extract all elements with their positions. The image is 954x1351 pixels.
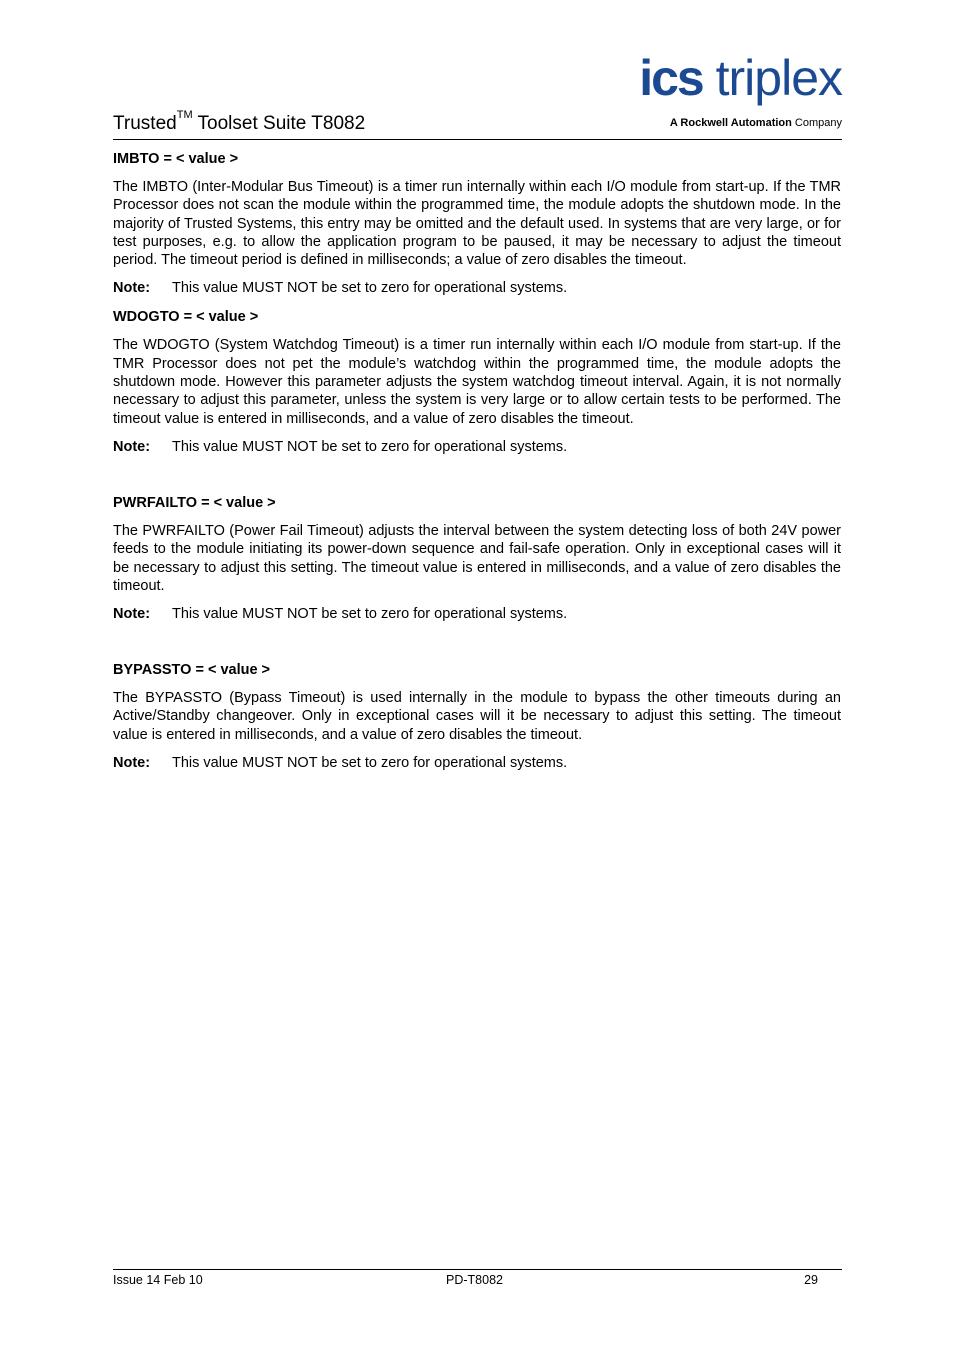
- tagline-company: Company: [791, 117, 842, 129]
- section-wdogto: [113, 308, 841, 455]
- note-text: This value MUST NOT be set to zero for operational systems.: [172, 438, 568, 455]
- section-body: The IMBTO (Inter-Modular Bus Timeout) is a timer run internally within each I/O module from start-up. If the TMR Processor does not scan the module within the programmed time, the module adopts the shutdown mode. In the majority of Trusted Systems, this entry may be omitted and the default used. In systems that are very large, or for test purposes, e.g. to allow the application program to be paused, it may be necessary to adjust the timeout period. The timeout period is defined in milliseconds; a value of zero disables the timeout.: [113, 179, 841, 269]
- section-body: The PWRFAILTO (Power Fail Timeout) adjusts the interval between the system detecting loss of both 24V power feeds to the module initiating its power-down sequence and fail-safe operation. Only in exceptional cases will it be necessary to adjust this setting. The timeout value is entered in milliseconds, and a value of zero disables the timeout.: [113, 522, 841, 594]
- section-heading: IMBTO = < value >: [113, 151, 239, 167]
- tagline-a: A: [669, 117, 681, 129]
- title-suffix: Toolset Suite T8082: [192, 113, 366, 134]
- note-label: Note:: [113, 280, 151, 297]
- trademark-sup: TM: [176, 109, 193, 121]
- section-heading: BYPASSTO = < value >: [113, 662, 271, 679]
- footer-doc-id: PD-T8082: [446, 1273, 503, 1287]
- section-body: The BYPASSTO (Bypass Timeout) is used internally in the module to bypass the other timeouts during an Active/Standby changeover. Only in exceptional cases will it be necessary to adjust this setting. The timeout value is entered in milliseconds, and a value of zero disables the timeout.: [113, 690, 841, 743]
- company-logo: [610, 50, 842, 131]
- logo-ics: ics: [639, 50, 703, 106]
- tagline-brand: Rockwell Automation: [680, 117, 792, 129]
- logo-tagline: [670, 117, 842, 130]
- section-bypassto: [113, 661, 841, 772]
- note: [113, 754, 841, 772]
- note: [113, 438, 841, 456]
- logo-wordmark: [639, 49, 842, 107]
- page-header: [113, 50, 842, 140]
- footer-page-number: 29: [804, 1273, 818, 1287]
- note-label: Note:: [113, 755, 151, 772]
- note-text: This value MUST NOT be set to zero for operational systems.: [172, 755, 568, 772]
- logo-triplex: triplex: [715, 50, 842, 106]
- note-label: Note:: [113, 606, 151, 623]
- note-text: This value MUST NOT be set to zero for operational systems.: [172, 280, 568, 297]
- note: [113, 605, 841, 623]
- note-label: Note:: [113, 438, 151, 455]
- title-prefix: Trusted: [113, 113, 177, 134]
- section-imbto: [113, 150, 841, 297]
- footer-issue: Issue 14 Feb 10: [113, 1273, 203, 1287]
- note: [113, 279, 841, 297]
- section-pwrfailto: [113, 494, 841, 623]
- document-title: [113, 109, 366, 135]
- section-body: The WDOGTO (System Watchdog Timeout) is a timer run internally within each I/O module from start-up. If the TMR Processor does not pet the module’s watchdog within the programmed time, the module adopts the shutdown mode. However this parameter adjusts the system watchdog timeout interval. Again, it is not normally necessary to adjust this parameter, unless the system is very large or to allow certain tests to be performed. The timeout value is entered in milliseconds, and a value of zero disables the timeout.: [113, 337, 841, 427]
- section-heading: PWRFAILTO = < value >: [113, 494, 276, 511]
- page-content: [113, 150, 841, 772]
- page-footer: [113, 1269, 842, 1287]
- note-text: This value MUST NOT be set to zero for operational systems.: [172, 606, 568, 623]
- section-heading: WDOGTO = < value >: [113, 309, 259, 326]
